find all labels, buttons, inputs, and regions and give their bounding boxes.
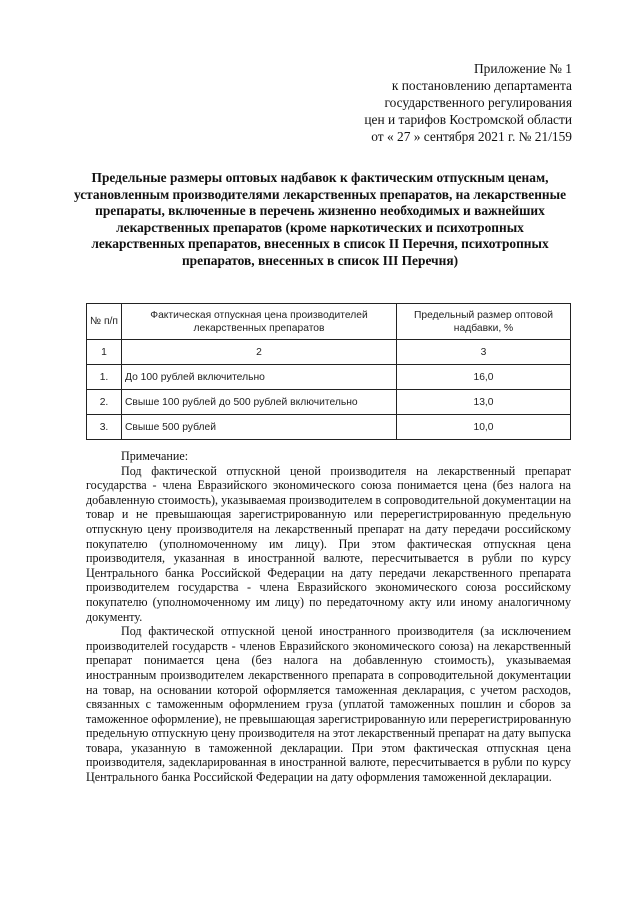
header-markup: Предельный размер оптовой надбавки, % (397, 304, 571, 340)
appendix-line: Приложение № 1 (473, 61, 572, 76)
notes-label: Примечание: (121, 449, 189, 463)
table-numbering-row (87, 340, 571, 365)
row-price: До 100 рублей включительно (122, 365, 397, 390)
row-number: 2. (87, 390, 122, 415)
row-number: 3. (87, 415, 122, 440)
appendix-line: государственного регулирования (384, 95, 572, 110)
appendix-header (364, 60, 572, 145)
notes-section (86, 449, 571, 785)
notes-paragraph: Под фактической отпускной ценой производителя на лекарственный препарат государства - члена Евразийского экономического союза понимается цена (без налога на добавленную стоимость), указываемая производителем в сопроводительной документации на товар и не превышающая зарегистрированную или перерегистрированную предельную отпускную цену производителя на лекарственный препарат на дату передачи российскому покупателю (уполномоченному им лицу). При этом фактическая отпускная цена производителя, указанная в иностранной валюте, пересчитывается в рубли по курсу Центрального банка Российской Федерации на дату передачи лекарственного препарата производителем государства - члена Евразийского экономического союза российскому покупателю (уполномоченному им лицу) по передаточному акту или иному аналогичному документу. (86, 463, 571, 624)
table-cell: 1 (87, 340, 122, 365)
table-cell: 3 (397, 340, 571, 365)
row-number: 1. (87, 365, 122, 390)
table-cell: 2 (122, 340, 397, 365)
table-header-row (87, 304, 571, 340)
table-row (87, 365, 571, 390)
appendix-line: цен и тарифов Костромской области (364, 112, 572, 127)
table-row (87, 390, 571, 415)
row-markup: 13,0 (397, 390, 571, 415)
header-price: Фактическая отпускная цена производителей лекарственных препаратов (122, 304, 397, 340)
appendix-line: к постановлению департамента (391, 78, 572, 93)
appendix-line: от « 27 » сентября 2021 г. № 21/159 (371, 129, 572, 144)
row-price: Свыше 100 рублей до 500 рублей включительно (122, 390, 397, 415)
document-title: Предельные размеры оптовых надбавок к фактическим отпускным ценам, установленным производителями лекарственных препаратов, на лекарственные препараты, включенные в перечень жизненно необходимых и важнейших лекарственных препаратов (кроме наркотических и психотропных лекарственных препаратов, внесенных в список II Перечня, психотропных препаратов, внесенных в список III Перечня) (73, 170, 567, 268)
markup-table (86, 303, 571, 440)
row-markup: 10,0 (397, 415, 571, 440)
header-number: № п/п (87, 304, 122, 340)
row-price: Свыше 500 рублей (122, 415, 397, 440)
table-row (87, 415, 571, 440)
notes-paragraph: Под фактической отпускной ценой иностранного производителя (за исключением производителей государств - членов Евразийского экономического союза) на лекарственный препарат понимается цена (без налога на добавленную стоимость), указываемая иностранным производителем лекарственного препарата в сопроводительной документации на товар, на основании которой оформляется таможенная декларация, с учетом расходов, связанных с таможенным оформлением груза (уплатой таможенных пошлин и сборов за таможенное оформление), не превышающая зарегистрированную или перерегистрированную предельную отпускную цену производителя на этот лекарственный препарат на дату выпуска товара, указанную в таможенной декларации. При этом фактическая отпускная цена производителя, задекларированная в иностранной валюте, пересчитывается в рубли по курсу Центрального банка Российской Федерации на дату оформления таможенной декларации. (86, 624, 571, 785)
row-markup: 16,0 (397, 365, 571, 390)
